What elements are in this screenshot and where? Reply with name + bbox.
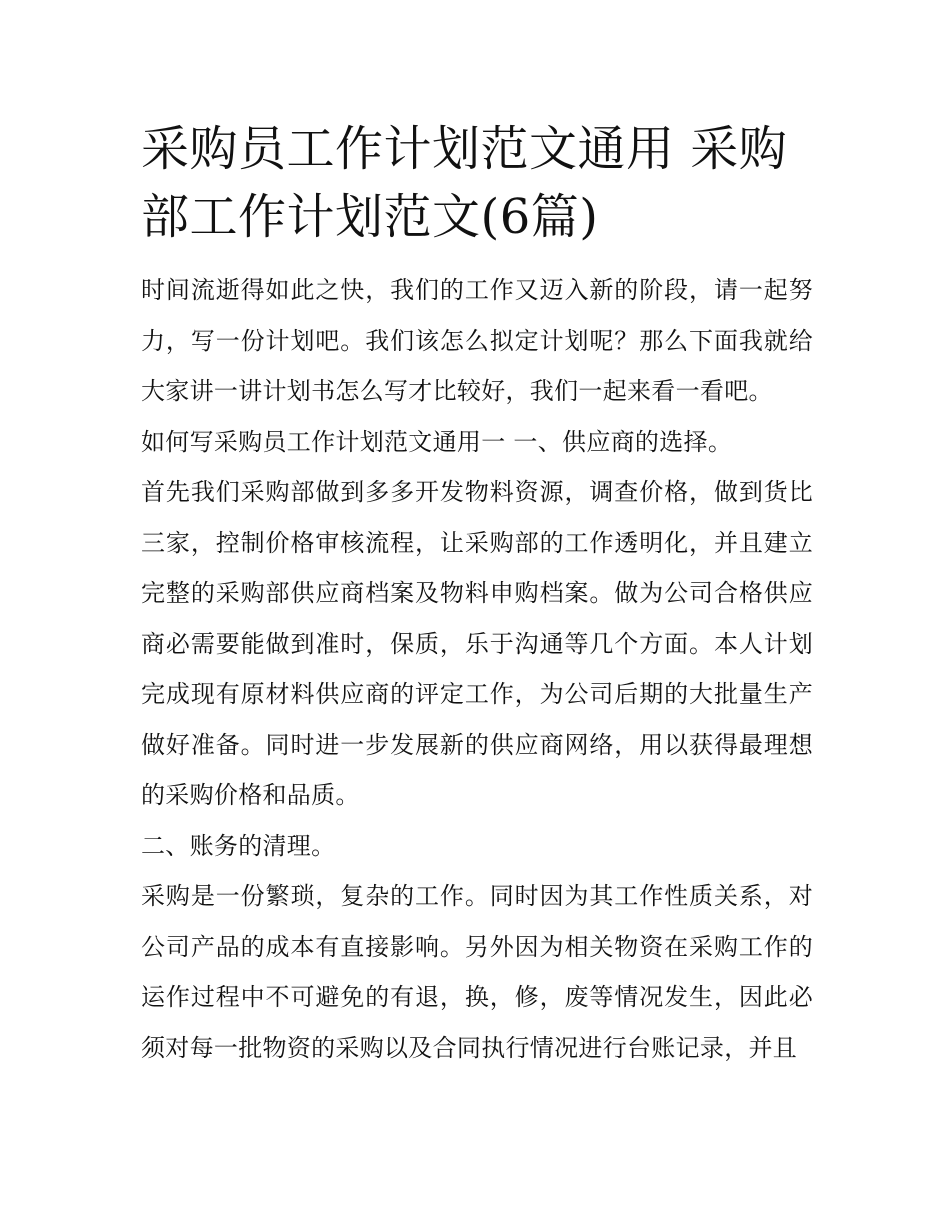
- section-heading-account-cleanup: 二、账务的清理。: [141, 831, 336, 860]
- document-title: 采购员工作计划范文通用 采购部工作计划范文(6篇): [141, 121, 788, 245]
- intro-paragraph: 时间流逝得如此之快，我们的工作又迈入新的阶段，请一起努力，写一份计划吧。我们该怎么拟定计划呢？那么下面我就给大家讲一讲计划书怎么写才比较好，我们一起来看一看吧。: [141, 276, 813, 405]
- section-heading-supplier-selection: 如何写采购员工作计划范文通用一 一、供应商的选择。: [141, 427, 733, 456]
- supplier-selection-paragraph: 首先我们采购部做到多多开发物料资源，调查价格，做到货比三家，控制价格审核流程，让采购部的工作透明化，并且建立完整的采购部供应商档案及物料申购档案。做为公司合格供应商必需要能做到准时，保质，乐于沟通等几个方面。本人计划完成现有原材料供应商的评定工作，为公司后期的大批量生产做好准备。同时进一步发展新的供应商网络，用以获得最理想的采购价格和品质。: [141, 478, 813, 809]
- account-cleanup-paragraph: 采购是一份繁琐，复杂的工作。同时因为其工作性质关系，对公司产品的成本有直接影响。另外因为相关物资在采购工作的运作过程中不可避免的有退，换，修，废等情况发生，因此必须对每一批物资的采购以及合同执行情况进行台账记录，并且: [141, 882, 813, 1062]
- document-body: [141, 115, 813, 1073]
